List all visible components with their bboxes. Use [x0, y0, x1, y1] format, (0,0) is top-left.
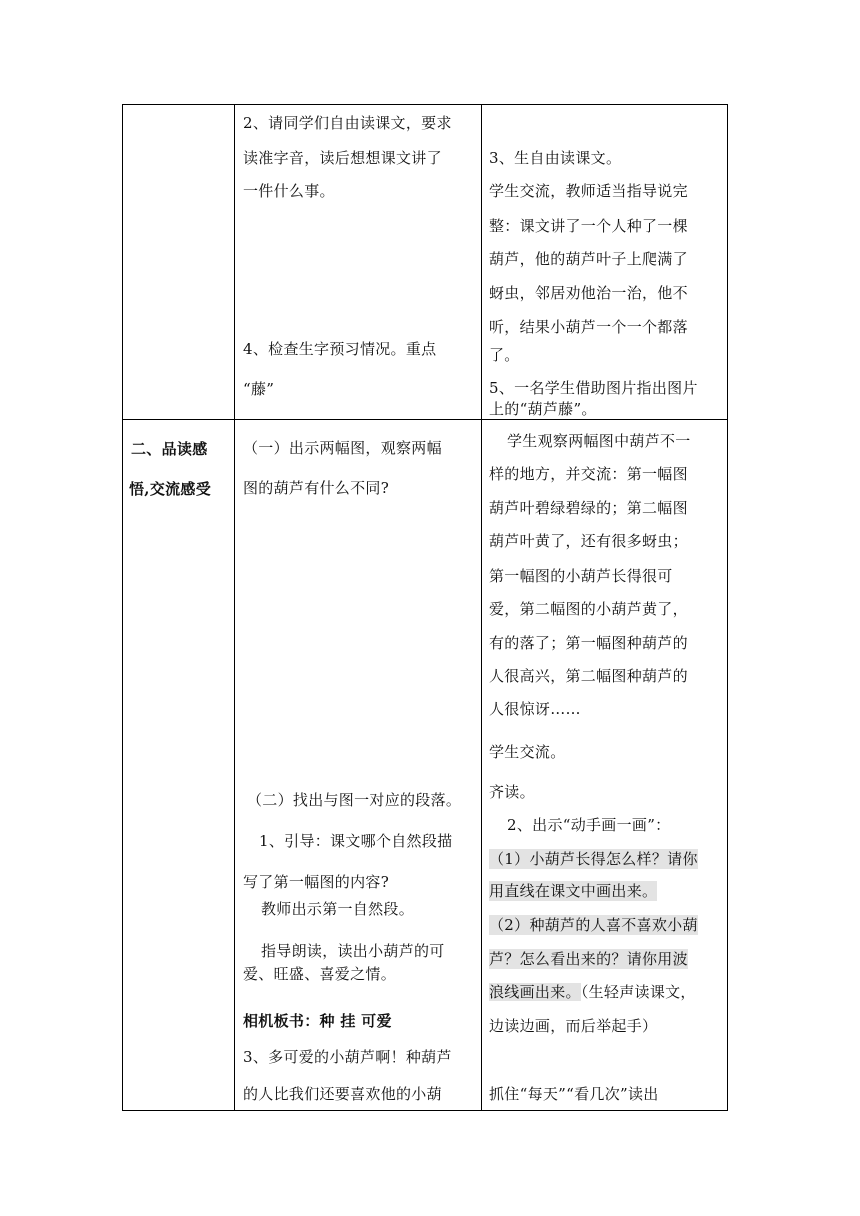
row2-teacher-line: 图的葫芦有什么不同?	[243, 479, 390, 497]
row1-student-line: 学生交流，教师适当指导说完	[489, 182, 688, 200]
highlighted-task: （1）小葫芦长得怎么样？请你	[489, 850, 698, 868]
row2-student-line	[489, 982, 696, 1002]
row2-student-line: 第一幅图的小葫芦长得很可	[489, 567, 673, 585]
row2-student-line: 葫芦叶碧绿碧绿的；第二幅图	[489, 499, 688, 517]
row2-student-line: 学生观察两幅图中葫芦不一	[507, 432, 691, 450]
row-divider	[122, 419, 728, 420]
row2-teacher-line: 指导朗读，读出小葫芦的可	[261, 942, 445, 960]
reading-instruction: （生轻声读课文，	[580, 983, 696, 1001]
row2-teacher-line: 3、多可爱的小葫芦啊！种葫芦	[243, 1048, 452, 1066]
board-writing-note: 相机板书：种 挂 可爱	[243, 1012, 392, 1030]
row2-student-line: 爱，第二幅图的小葫芦黄了，	[489, 600, 688, 618]
table-right-border	[727, 104, 728, 1111]
row1-teacher-line: 读准字音，读后想想课文讲了	[243, 149, 442, 167]
row1-teacher-line: 2、请同学们自由读课文，要求	[243, 114, 452, 132]
row1-student-line: 葫芦，他的葫芦叶子上爬满了	[489, 250, 688, 268]
highlighted-task: 芦？怎么看出来的？请你用波	[489, 950, 688, 968]
row1-student-line: 3、生自由读课文。	[489, 149, 622, 167]
row1-teacher-line: “藤”	[243, 380, 275, 398]
section-heading: 悟,交流感受	[129, 480, 212, 498]
table-left-border	[122, 104, 123, 1111]
table-bottom-border	[122, 1110, 728, 1111]
row2-student-line: 齐读。	[489, 783, 535, 801]
row2-student-line: 样的地方，并交流：第一幅图	[489, 465, 688, 483]
row1-student-line: 了。	[489, 346, 520, 364]
column-divider-2	[481, 104, 482, 1111]
row2-student-line: 抓住“每天”“看几次”读出	[489, 1085, 659, 1103]
row2-teacher-line: 写了第一幅图的内容?	[243, 873, 390, 891]
highlighted-task: 用直线在课文中画出来。	[489, 882, 658, 900]
row2-teacher-line: 1、引导：课文哪个自然段描	[259, 832, 453, 850]
row2-teacher-line: 爱、旺盛、喜爱之情。	[243, 965, 397, 983]
row1-teacher-line: 一件什么事。	[243, 182, 335, 200]
column-divider-1	[234, 104, 235, 1111]
row1-student-line: 5、一名学生借助图片指出图片	[489, 379, 698, 397]
row1-student-line: 听，结果小葫芦一个一个都落	[489, 318, 688, 336]
row2-student-line: 2、出示“动手画一画”：	[507, 816, 671, 834]
row2-student-line: 边读边画，而后举起手）	[489, 1017, 658, 1035]
row1-student-line: 整：课文讲了一个人种了一棵	[489, 217, 688, 235]
row2-student-line: 葫芦叶黄了，还有很多蚜虫；	[489, 532, 688, 550]
highlighted-task: 浪线画出来。	[489, 983, 581, 1001]
row2-teacher-line: 教师出示第一自然段。	[261, 900, 415, 918]
row2-student-line: 学生交流。	[489, 743, 566, 761]
section-heading: 二、品读感	[131, 440, 208, 458]
row1-student-line: 蚜虫，邻居劝他治一治，他不	[489, 284, 688, 302]
row1-student-line: 上的“葫芦藤”。	[489, 400, 597, 418]
row2-student-line: 有的落了；第一幅图种葫芦的	[489, 634, 688, 652]
highlighted-task: （2）种葫芦的人喜不喜欢小葫	[489, 916, 698, 934]
row2-teacher-line: （一）出示两幅图，观察两幅	[243, 439, 442, 457]
row2-student-line: 人很高兴，第二幅图种葫芦的	[489, 667, 688, 685]
row2-teacher-line: （二）找出与图一对应的段落。	[247, 791, 462, 809]
table-top-border	[122, 104, 728, 105]
row2-teacher-line: 的人比我们还要喜欢他的小葫	[243, 1085, 442, 1103]
row1-teacher-line: 4、检查生字预习情况。重点	[243, 340, 437, 358]
row2-student-line: 人很惊讶……	[489, 700, 581, 718]
